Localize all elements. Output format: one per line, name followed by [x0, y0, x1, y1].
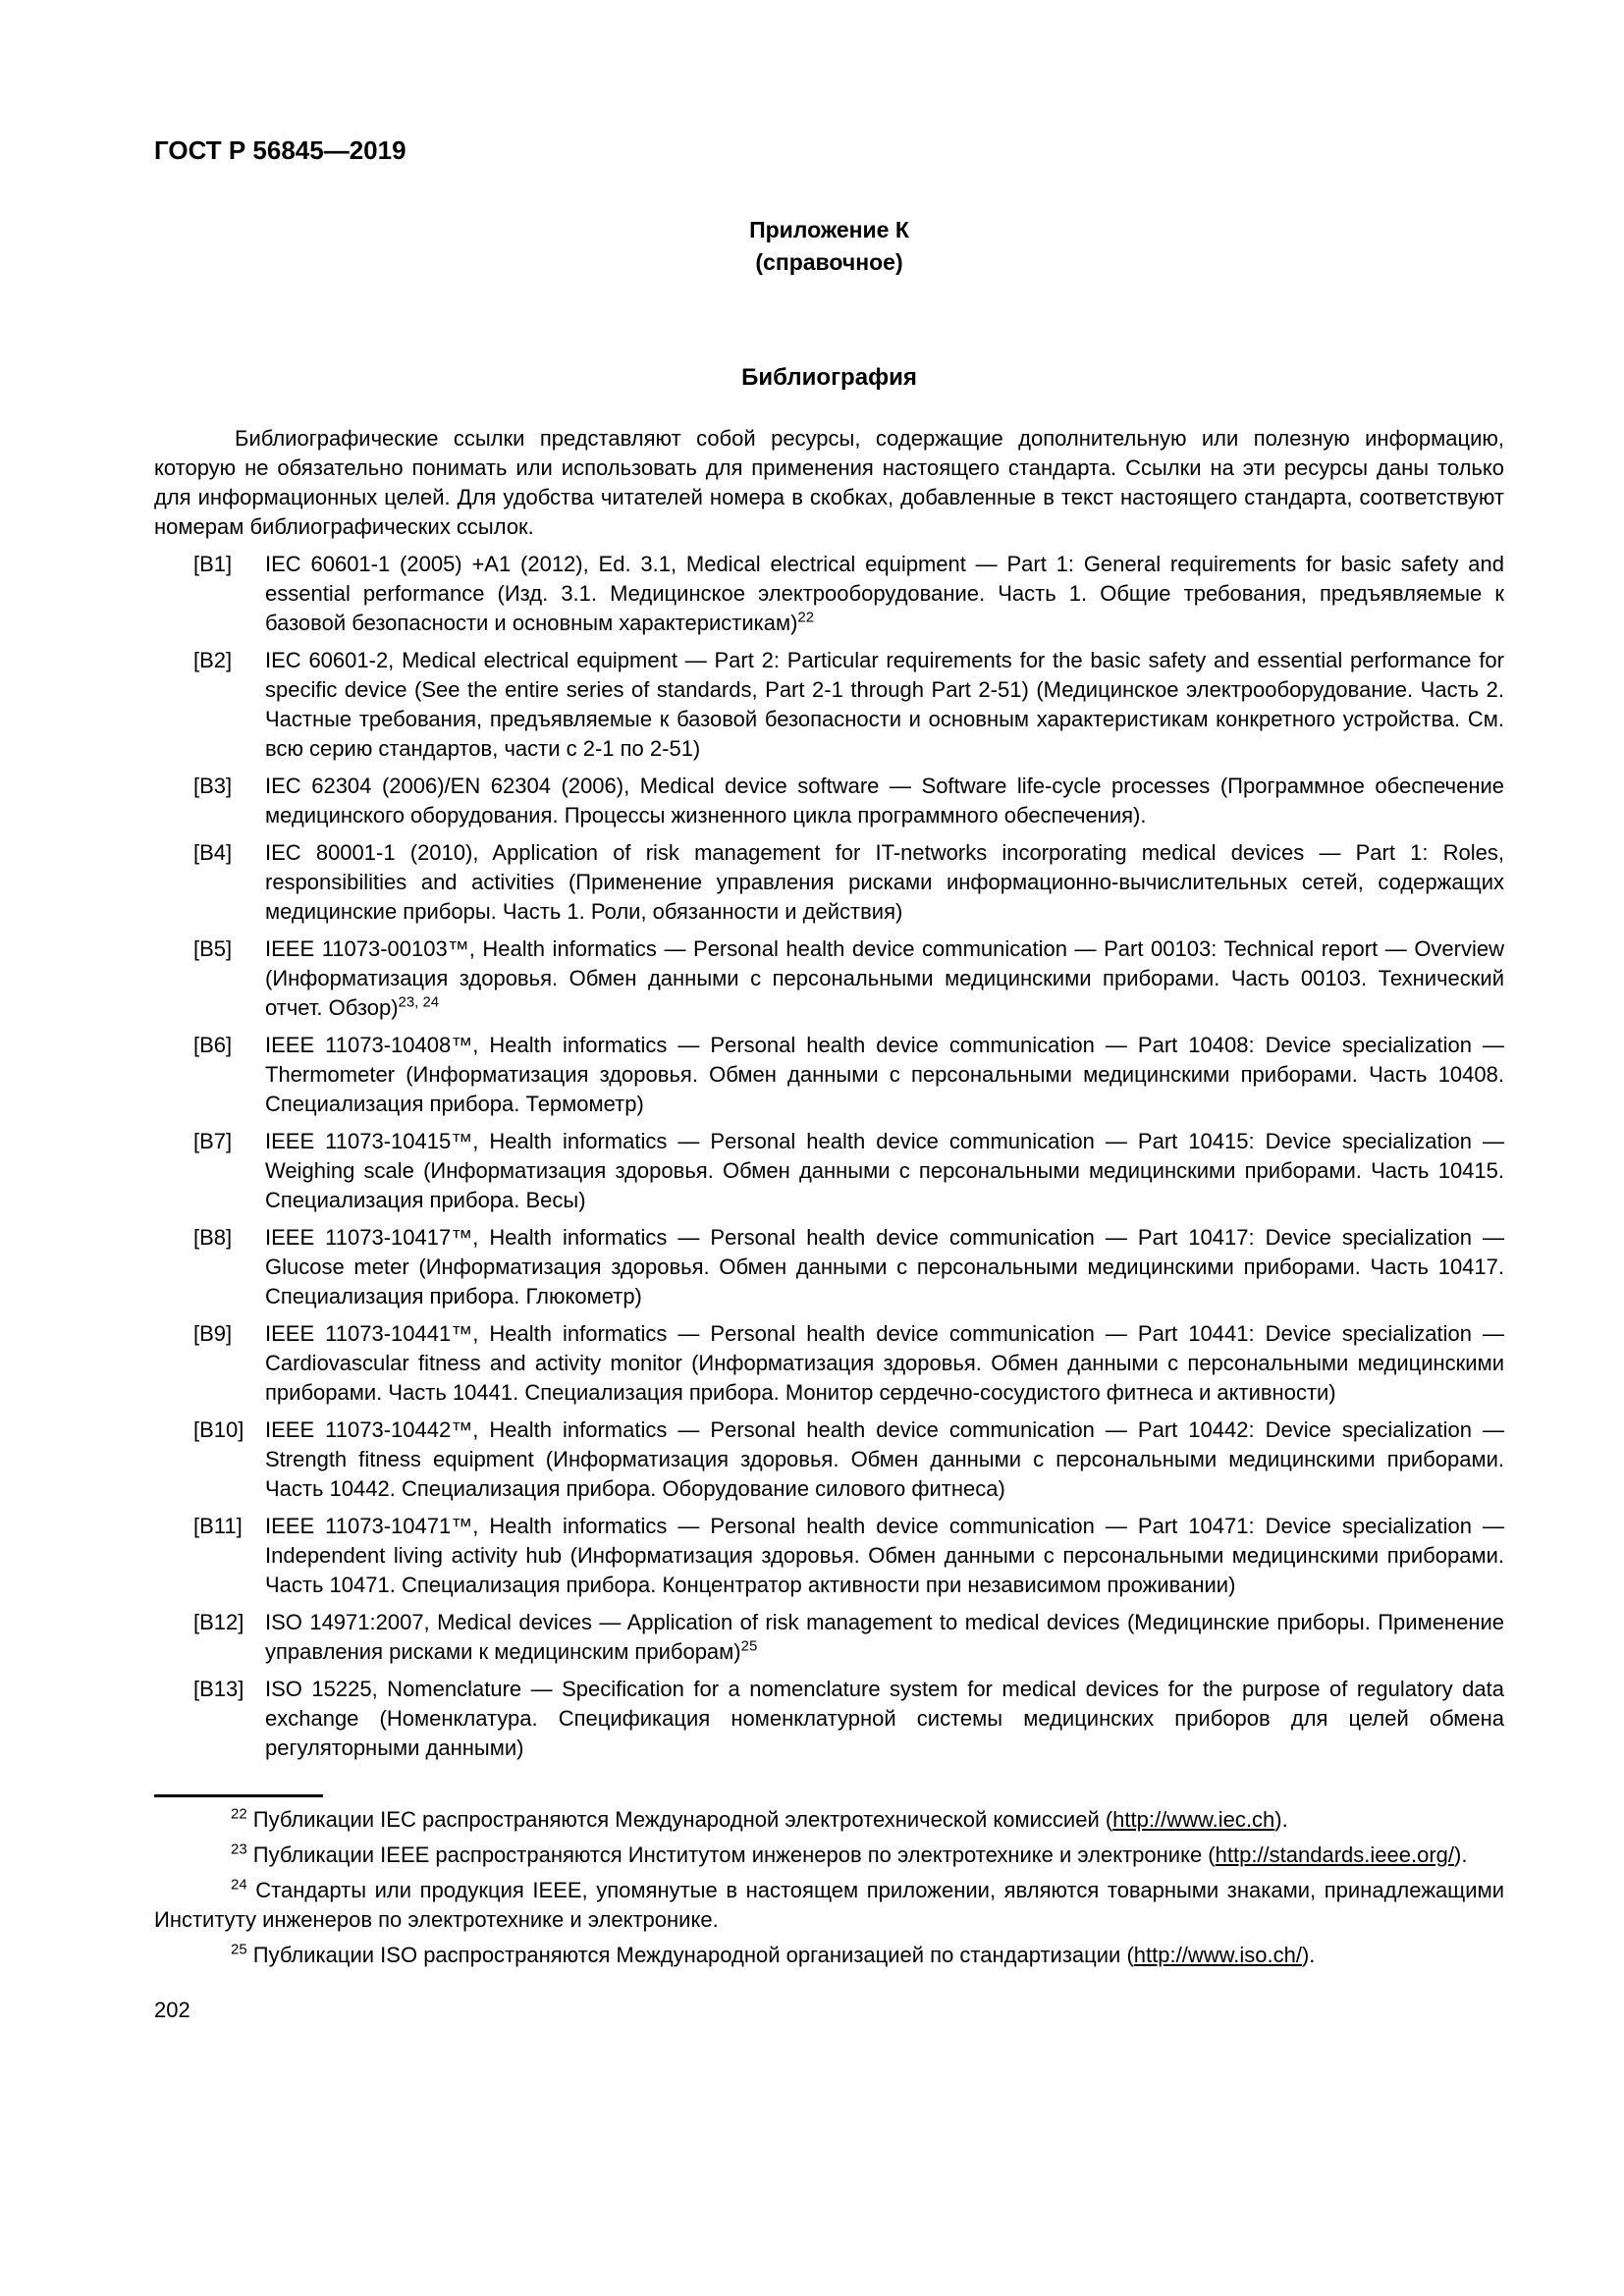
entry-text: IEEE 11073-10441™, Health informatics — Personal health device communication — Part 10441: Device specialization — Cardiovascular fitness and activity monitor (Информатизация здоровья. Обмен данными с персональными медицинскими приборами. Часть 10441. Специализация прибора. Монитор сердечно-сосудистого фитнеса и активности): [265, 1321, 1504, 1405]
entry-label: [B5]: [193, 936, 233, 961]
footnote-reference: 25: [740, 1637, 758, 1655]
entry-text: IEEE 11073-00103™, Health informatics — Personal health device communication — Part 00103: Technical report — Overview (Информатизация здоровья. Обмен данными с персональными медицинскими приборами. Часть 00103. Технический отчет. Обзор): [265, 936, 1504, 1020]
entry-label: [B7]: [193, 1129, 233, 1153]
bibliography-entry: [154, 772, 1504, 830]
footnote-separator: [154, 1794, 323, 1797]
footnote-link[interactable]: http://standards.ieee.org/: [1215, 1842, 1455, 1867]
annex-title: Приложение К: [749, 217, 909, 242]
document-code: ГОСТ Р 56845—2019: [154, 135, 406, 165]
intro-paragraph: Библиографические ссылки представляют собой ресурсы, содержащие дополнительную или полезную информацию, которую не обязательно понимать или использовать для применения настоящего стандарта. Ссылки на эти ресурсы даны только для информационных целей. Для удобства читателей номера в скобках, добавленные в текст настоящего стандарта, соответствуют номерам библиографических ссылок.: [154, 426, 1504, 539]
bibliography-entry: [154, 838, 1504, 927]
bibliography-entry: [154, 1127, 1504, 1215]
entry-label: [B3]: [193, 774, 233, 798]
entry-text: IEC 62304 (2006)/EN 62304 (2006), Medical device software — Software life-cycle processes (Программное обеспечение медицинского оборудования. Процессы жизненного цикла программного обеспечения).: [265, 774, 1504, 828]
entry-label: [B9]: [193, 1321, 233, 1346]
entry-text: IEC 80001-1 (2010), Application of risk management for IT-networks incorporating medical devices — Part 1: Roles, responsibilities and activities (Применение управления рисками информационно-вычислительных сетей, содержащих медицинские приборы. Часть 1. Роли, обязанности и действия): [265, 840, 1504, 924]
bibliography-entry: [154, 1512, 1504, 1600]
footnotes-section: [154, 1805, 1504, 1970]
entry-text: ISO 14971:2007, Medical devices — Application of risk management to medical devices (Медицинские приборы. Применение управления рисками к медицинским приборам): [265, 1610, 1504, 1664]
bibliography-entry: [154, 1608, 1504, 1667]
entry-text: IEC 60601-2, Medical electrical equipment — Part 2: Particular requirements for the basic safety and essential performance for specific device (See the entire series of standards, Part 2-1 through Part 2-51) (Медицинское электрооборудование. Часть 2. Частные требования, предъявляемые к базовой безопасности и основным характеристикам конкретного устройства. См. всю серию стандартов, части с 2-1 по 2-51): [265, 648, 1504, 761]
bibliography-entry: [154, 1223, 1504, 1311]
footnote-marker: 24: [231, 1876, 247, 1894]
footnote-text-after: ).: [1301, 1943, 1316, 1967]
footnote: [154, 1805, 1504, 1835]
entry-text: ISO 15225, Nomenclature — Specification for a nomenclature system for medical devices for the purpose of regulatory data exchange (Номенклатура. Спецификация номенклатурной системы медицинских приборов для целей обмена регуляторными данными): [265, 1677, 1504, 1760]
footnote-link[interactable]: http://www.iec.ch: [1112, 1807, 1275, 1832]
footnote: [154, 1876, 1504, 1935]
bibliography-entry: [154, 646, 1504, 764]
footnote-text-after: ).: [1274, 1807, 1288, 1832]
footnote-text: Публикации ISO распространяются Международной организацией по стандартизации (: [246, 1943, 1134, 1967]
bibliography-entry: [154, 934, 1504, 1023]
entry-label: [B1]: [193, 552, 233, 576]
entry-text: IEEE 11073-10408™, Health informatics — Personal health device communication — Part 10408: Device specialization — Thermometer (Информатизация здоровья. Обмен данными с персональными медицинскими приборами. Часть 10408. Специализация прибора. Термометр): [265, 1033, 1504, 1116]
page-number: 202: [154, 1998, 190, 2022]
bibliography-entry: [154, 1415, 1504, 1504]
footnote-reference: 23, 24: [398, 993, 440, 1011]
entry-label: [B13]: [193, 1677, 244, 1701]
entry-text: IEC 60601-1 (2005) +A1 (2012), Ed. 3.1, Medical electrical equipment — Part 1: General requirements for basic safety and essential performance (Изд. 3.1. Медицинское электрооборудование. Часть 1. Общие требования, предъявляемые к базовой безопасности и основным характеристикам): [265, 552, 1504, 635]
footnote-text-after: ).: [1454, 1842, 1468, 1867]
entry-text: IEEE 11073-10442™, Health informatics — Personal health device communication — Part 10442: Device specialization — Strength fitness equipment (Информатизация здоровья. Обмен данными с персональными медицинскими приборами. Часть 10442. Специализация прибора. Оборудование силового фитнеса): [265, 1417, 1504, 1501]
entry-text: IEEE 11073-10471™, Health informatics — Personal health device communication — Part 10471: Device specialization — Independent living activity hub (Информатизация здоровья. Обмен данными с персональными медицинскими приборами. Часть 10471. Специализация прибора. Концентратор активности при независимом проживании): [265, 1514, 1504, 1597]
footnote-text: Публикации IEEE распространяются Институтом инженеров по электротехнике и электронике (: [246, 1842, 1216, 1867]
bibliography-entry: [154, 1319, 1504, 1408]
footnote: [154, 1841, 1504, 1870]
footnote-marker: 22: [231, 1805, 247, 1823]
footnote: [154, 1941, 1504, 1970]
entry-label: [B12]: [193, 1610, 244, 1634]
footnote-marker: 25: [231, 1941, 247, 1958]
footnote-text: Публикации IEC распространяются Международной электротехнической комиссией (: [246, 1807, 1113, 1832]
bibliography-list: [154, 550, 1504, 1763]
entry-label: [B11]: [193, 1514, 243, 1538]
entry-label: [B6]: [193, 1033, 233, 1057]
bibliography-entry: [154, 550, 1504, 638]
bibliography-entry: [154, 1675, 1504, 1763]
entry-label: [B8]: [193, 1225, 233, 1250]
entry-text: IEEE 11073-10417™, Health informatics — Personal health device communication — Part 10417: Device specialization — Glucose meter (Информатизация здоровья. Обмен данными с персональными медицинскими приборами. Часть 10417. Специализация прибора. Глюкометр): [265, 1225, 1504, 1308]
footnote-marker: 23: [231, 1841, 247, 1858]
entry-label: [B2]: [193, 648, 233, 672]
annex-subtitle: (справочное): [755, 249, 903, 275]
entry-label: [B4]: [193, 840, 233, 865]
footnote-link[interactable]: http://www.iso.ch/: [1133, 1943, 1302, 1967]
footnote-reference: 22: [797, 609, 815, 626]
section-title: Библиография: [741, 364, 917, 391]
bibliography-entry: [154, 1031, 1504, 1119]
entry-label: [B10]: [193, 1417, 244, 1442]
entry-text: IEEE 11073-10415™, Health informatics — Personal health device communication — Part 10415: Device specialization — Weighing scale (Информатизация здоровья. Обмен данными с персональными медицинскими приборами. Часть 10415. Специализация прибора. Весы): [265, 1129, 1504, 1212]
footnote-text: Стандарты или продукция IEEE, упомянутые в настоящем приложении, являются товарными знаками, принадлежащими Институту инженеров по электротехнике и электронике.: [154, 1878, 1504, 1932]
